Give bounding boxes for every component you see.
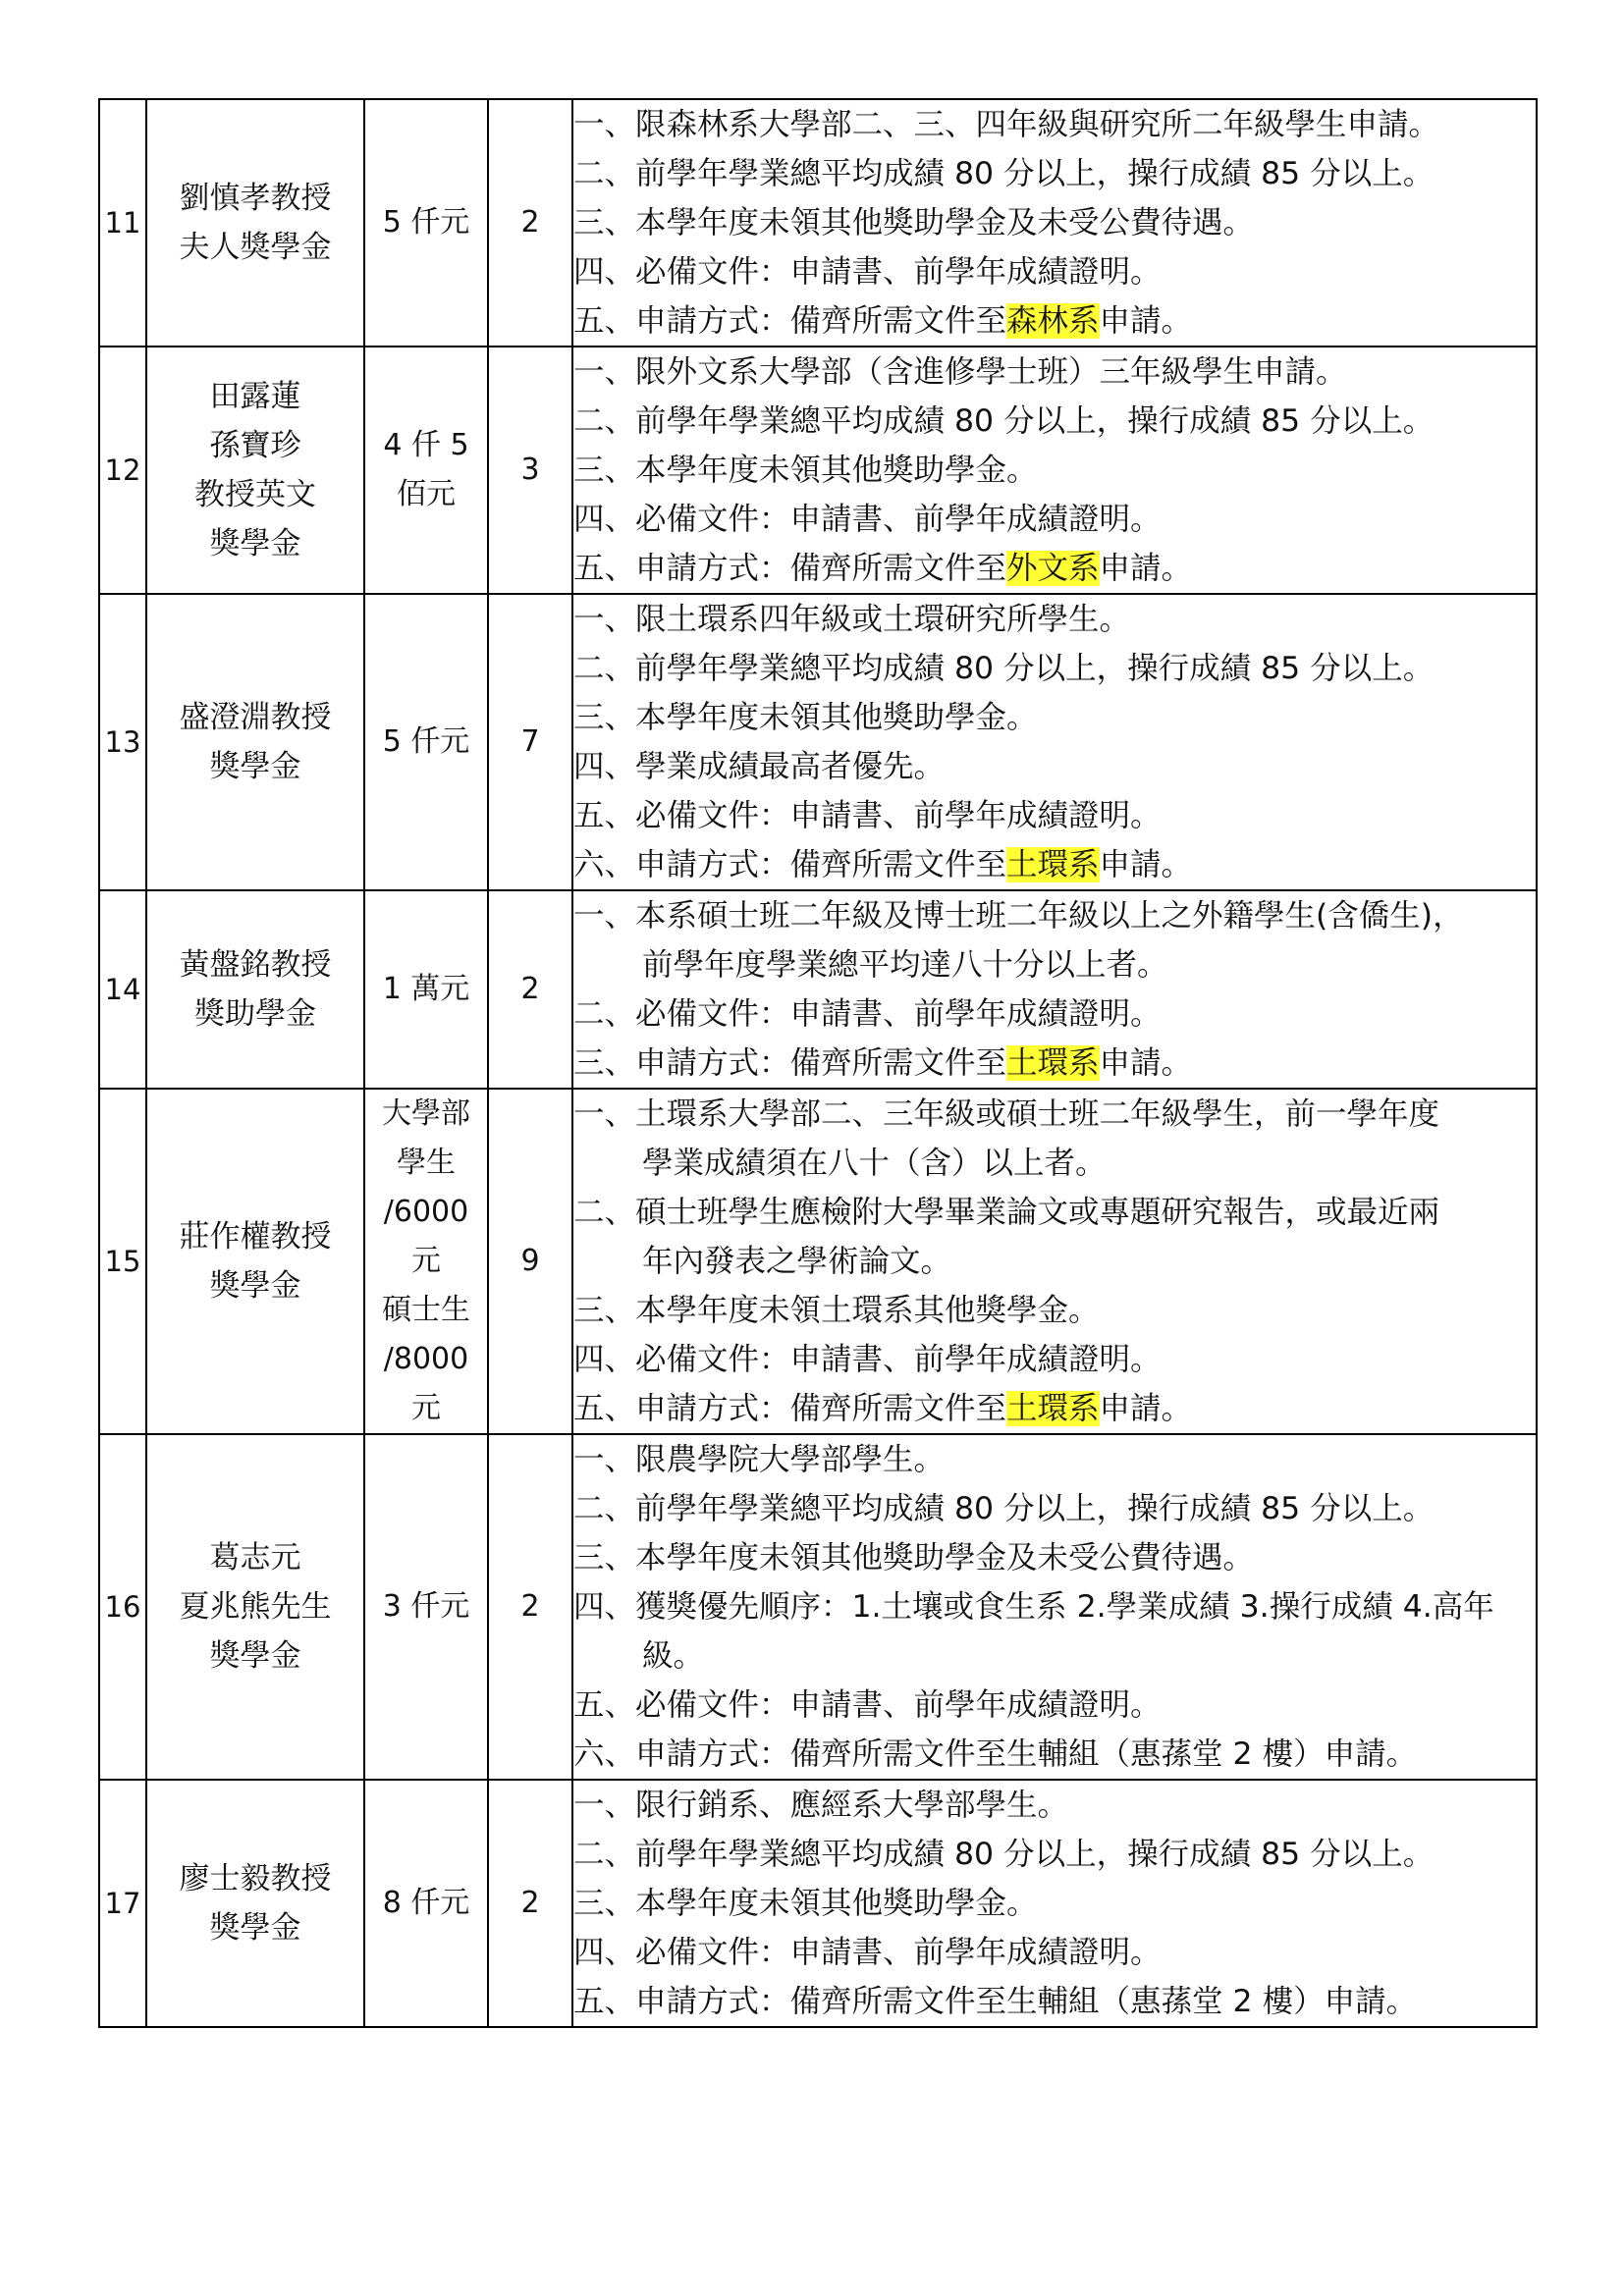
requirements xyxy=(572,1434,1537,1780)
requirement-line: 二、前學年學業總平均成績 80 分以上，操行成績 85 分以上。 xyxy=(573,156,1435,191)
scholarship-name-line: 田露蓮 xyxy=(209,379,301,414)
scholarship-amount-line: 8 仟元 xyxy=(382,1886,470,1920)
scholarship-name-line: 獎學金 xyxy=(209,526,301,561)
scholarship-amount-line: 大學部 xyxy=(382,1096,470,1131)
requirements xyxy=(572,347,1537,594)
scholarship-amount-line: 5 仟元 xyxy=(382,724,470,759)
requirement-line: 四、獲獎優先順序：1.土壤或食生系 2.學業成績 3.操行成績 4.高年 xyxy=(573,1589,1494,1625)
requirement-line: 一、限農學院大學部學生。 xyxy=(573,1442,946,1477)
requirements xyxy=(572,1780,1537,2027)
requirements xyxy=(572,1089,1537,1434)
scholarship-name-line: 黃盤銘教授 xyxy=(179,947,332,983)
row-number: 14 xyxy=(99,890,146,1089)
scholarship-name-line: 孫寶珍 xyxy=(209,428,301,463)
requirement-line: 四、必備文件：申請書、前學年成績證明。 xyxy=(573,1342,1162,1377)
scholarship-name-line: 獎學金 xyxy=(209,749,301,784)
highlighted-department: 土環系 xyxy=(1006,847,1100,882)
requirement-line: 四、必備文件：申請書、前學年成績證明。 xyxy=(573,1935,1162,1970)
scholarship-name xyxy=(146,99,364,347)
requirement-line: 五、申請方式：備齊所需文件至生輔組（惠蓀堂 2 樓）申請。 xyxy=(573,1984,1418,2019)
scholarship-table-body xyxy=(99,99,1537,2027)
requirement-line: 五、必備文件：申請書、前學年成績證明。 xyxy=(573,798,1162,833)
scholarship-name-line: 劉慎孝教授 xyxy=(179,181,332,216)
scholarship-amount-line: 碩士生 xyxy=(382,1293,470,1327)
requirement-line xyxy=(573,1039,1536,1088)
requirement-line xyxy=(573,544,1536,593)
table-row xyxy=(99,99,1537,347)
table-row xyxy=(99,347,1537,594)
table-row xyxy=(99,594,1537,890)
award-count: 2 xyxy=(488,1780,572,2027)
scholarship-amount-line: /6000 xyxy=(383,1195,469,1229)
requirement-line: 學業成績須在八十（含）以上者。 xyxy=(642,1146,1107,1181)
scholarship-amount-line: 佰元 xyxy=(397,477,456,511)
requirement-line: 四、必備文件：申請書、前學年成績證明。 xyxy=(573,254,1162,290)
scholarship-amount-line: /8000 xyxy=(383,1342,469,1376)
scholarship-name-line: 廖士毅教授 xyxy=(179,1861,332,1896)
table-row xyxy=(99,1434,1537,1780)
table-row xyxy=(99,1780,1537,2027)
requirement-text: 六、申請方式：備齊所需文件至 xyxy=(573,847,1007,882)
requirement-line: 級。 xyxy=(642,1638,705,1674)
requirement-line: 二、必備文件：申請書、前學年成績證明。 xyxy=(573,996,1162,1032)
requirement-text: 五、申請方式：備齊所需文件至 xyxy=(573,1391,1007,1426)
scholarship-name xyxy=(146,1434,364,1780)
requirement-text: 五、申請方式：備齊所需文件至 xyxy=(573,303,1007,339)
scholarship-amount-line: 3 仟元 xyxy=(382,1589,470,1624)
scholarship-name-line: 教授英文 xyxy=(194,477,316,512)
requirement-line: 三、本學年度未領其他獎助學金。 xyxy=(573,453,1038,488)
requirement-line xyxy=(573,296,1536,346)
requirement-line: 年內發表之學術論文。 xyxy=(642,1244,952,1279)
requirement-line: 一、土環系大學部二、三年級或碩士班二年級學生，前一學年度 xyxy=(573,1096,1440,1132)
scholarship-amount xyxy=(364,1089,488,1434)
award-count: 2 xyxy=(488,890,572,1089)
requirement-line: 三、本學年度未領其他獎助學金。 xyxy=(573,700,1038,735)
award-count: 2 xyxy=(488,99,572,347)
scholarship-name-line: 獎學金 xyxy=(209,1268,301,1304)
requirement-line: 四、學業成績最高者優先。 xyxy=(573,749,946,784)
scholarship-name xyxy=(146,1089,364,1434)
scholarship-name-line: 獎學金 xyxy=(209,1910,301,1946)
requirement-line: 三、本學年度未領其他獎助學金及未受公費待遇。 xyxy=(573,205,1255,240)
award-count: 2 xyxy=(488,1434,572,1780)
scholarship-amount xyxy=(364,1780,488,2027)
scholarship-amount-line: 1 萬元 xyxy=(382,972,470,1006)
scholarship-name xyxy=(146,594,364,890)
requirement-text: 申請。 xyxy=(1099,847,1193,882)
table-row xyxy=(99,890,1537,1089)
scholarship-name-line: 夫人獎學金 xyxy=(179,230,332,265)
requirement-line xyxy=(573,1384,1536,1433)
requirement-text: 五、申請方式：備齊所需文件至 xyxy=(573,551,1007,586)
requirements xyxy=(572,890,1537,1089)
scholarship-amount-line: 元 xyxy=(411,1244,441,1278)
requirement-text: 申請。 xyxy=(1099,303,1193,339)
requirement-line: 三、本學年度未領其他獎助學金及未受公費待遇。 xyxy=(573,1540,1255,1575)
requirement-line: 三、本學年度未領土環系其他獎學金。 xyxy=(573,1293,1100,1328)
requirement-line xyxy=(573,840,1536,889)
award-count: 7 xyxy=(488,594,572,890)
requirement-text: 申請。 xyxy=(1099,1391,1193,1426)
row-number: 16 xyxy=(99,1434,146,1780)
requirement-line: 一、本系碩士班二年級及博士班二年級以上之外籍學生(含僑生)， xyxy=(573,898,1464,934)
requirement-line: 二、前學年學業總平均成績 80 分以上，操行成績 85 分以上。 xyxy=(573,1837,1435,1872)
requirement-line: 五、必備文件：申請書、前學年成績證明。 xyxy=(573,1687,1162,1723)
requirement-line: 三、本學年度未領其他獎助學金。 xyxy=(573,1886,1038,1921)
row-number: 13 xyxy=(99,594,146,890)
requirement-line: 二、前學年學業總平均成績 80 分以上，操行成績 85 分以上。 xyxy=(573,403,1435,439)
requirement-text: 申請。 xyxy=(1099,1045,1193,1081)
requirement-line: 六、申請方式：備齊所需文件至生輔組（惠蓀堂 2 樓）申請。 xyxy=(573,1736,1418,1772)
award-count: 9 xyxy=(488,1089,572,1434)
requirement-line: 四、必備文件：申請書、前學年成績證明。 xyxy=(573,502,1162,537)
scholarship-amount-line: 元 xyxy=(411,1391,441,1425)
scholarship-amount-line: 學生 xyxy=(397,1146,456,1180)
requirement-text: 三、申請方式：備齊所需文件至 xyxy=(573,1045,1007,1081)
row-number: 12 xyxy=(99,347,146,594)
requirement-line: 一、限外文系大學部（含進修學士班）三年級學生申請。 xyxy=(573,354,1347,390)
scholarship-table xyxy=(98,98,1538,2028)
scholarship-name xyxy=(146,347,364,594)
requirement-line: 二、前學年學業總平均成績 80 分以上，操行成績 85 分以上。 xyxy=(573,1491,1435,1526)
table-row xyxy=(99,1089,1537,1434)
scholarship-amount xyxy=(364,347,488,594)
requirements xyxy=(572,594,1537,890)
scholarship-name-line: 葛志元 xyxy=(209,1540,301,1575)
scholarship-name-line: 莊作權教授 xyxy=(179,1219,332,1255)
scholarship-amount xyxy=(364,1434,488,1780)
requirement-line: 前學年度學業總平均達八十分以上者。 xyxy=(642,947,1168,983)
award-count: 3 xyxy=(488,347,572,594)
highlighted-department: 土環系 xyxy=(1006,1045,1100,1081)
scholarship-name xyxy=(146,890,364,1089)
requirement-line: 一、限土環系四年級或土環研究所學生。 xyxy=(573,602,1131,637)
row-number: 17 xyxy=(99,1780,146,2027)
requirements xyxy=(572,99,1537,347)
scholarship-name-line: 夏兆熊先生 xyxy=(179,1589,332,1625)
requirement-line: 二、碩士班學生應檢附大學畢業論文或專題研究報告，或最近兩 xyxy=(573,1195,1440,1230)
scholarship-amount xyxy=(364,99,488,347)
scholarship-amount xyxy=(364,890,488,1089)
row-number: 11 xyxy=(99,99,146,347)
scholarship-name-line: 獎學金 xyxy=(209,1638,301,1674)
requirement-line: 一、限森林系大學部二、三、四年級與研究所二年級學生申請。 xyxy=(573,107,1440,142)
requirement-line: 二、前學年學業總平均成績 80 分以上，操行成績 85 分以上。 xyxy=(573,651,1435,686)
row-number: 15 xyxy=(99,1089,146,1434)
scholarship-amount xyxy=(364,594,488,890)
scholarship-amount-line: 4 仟 5 xyxy=(383,428,469,462)
scholarship-amount-line: 5 仟元 xyxy=(382,205,470,240)
highlighted-department: 森林系 xyxy=(1006,303,1100,339)
scholarship-name-line: 盛澄淵教授 xyxy=(179,700,332,735)
scholarship-name xyxy=(146,1780,364,2027)
highlighted-department: 土環系 xyxy=(1006,1391,1100,1426)
highlighted-department: 外文系 xyxy=(1006,551,1100,586)
requirement-text: 申請。 xyxy=(1099,551,1193,586)
requirement-line: 一、限行銷系、應經系大學部學生。 xyxy=(573,1788,1069,1823)
scholarship-name-line: 獎助學金 xyxy=(194,996,316,1032)
